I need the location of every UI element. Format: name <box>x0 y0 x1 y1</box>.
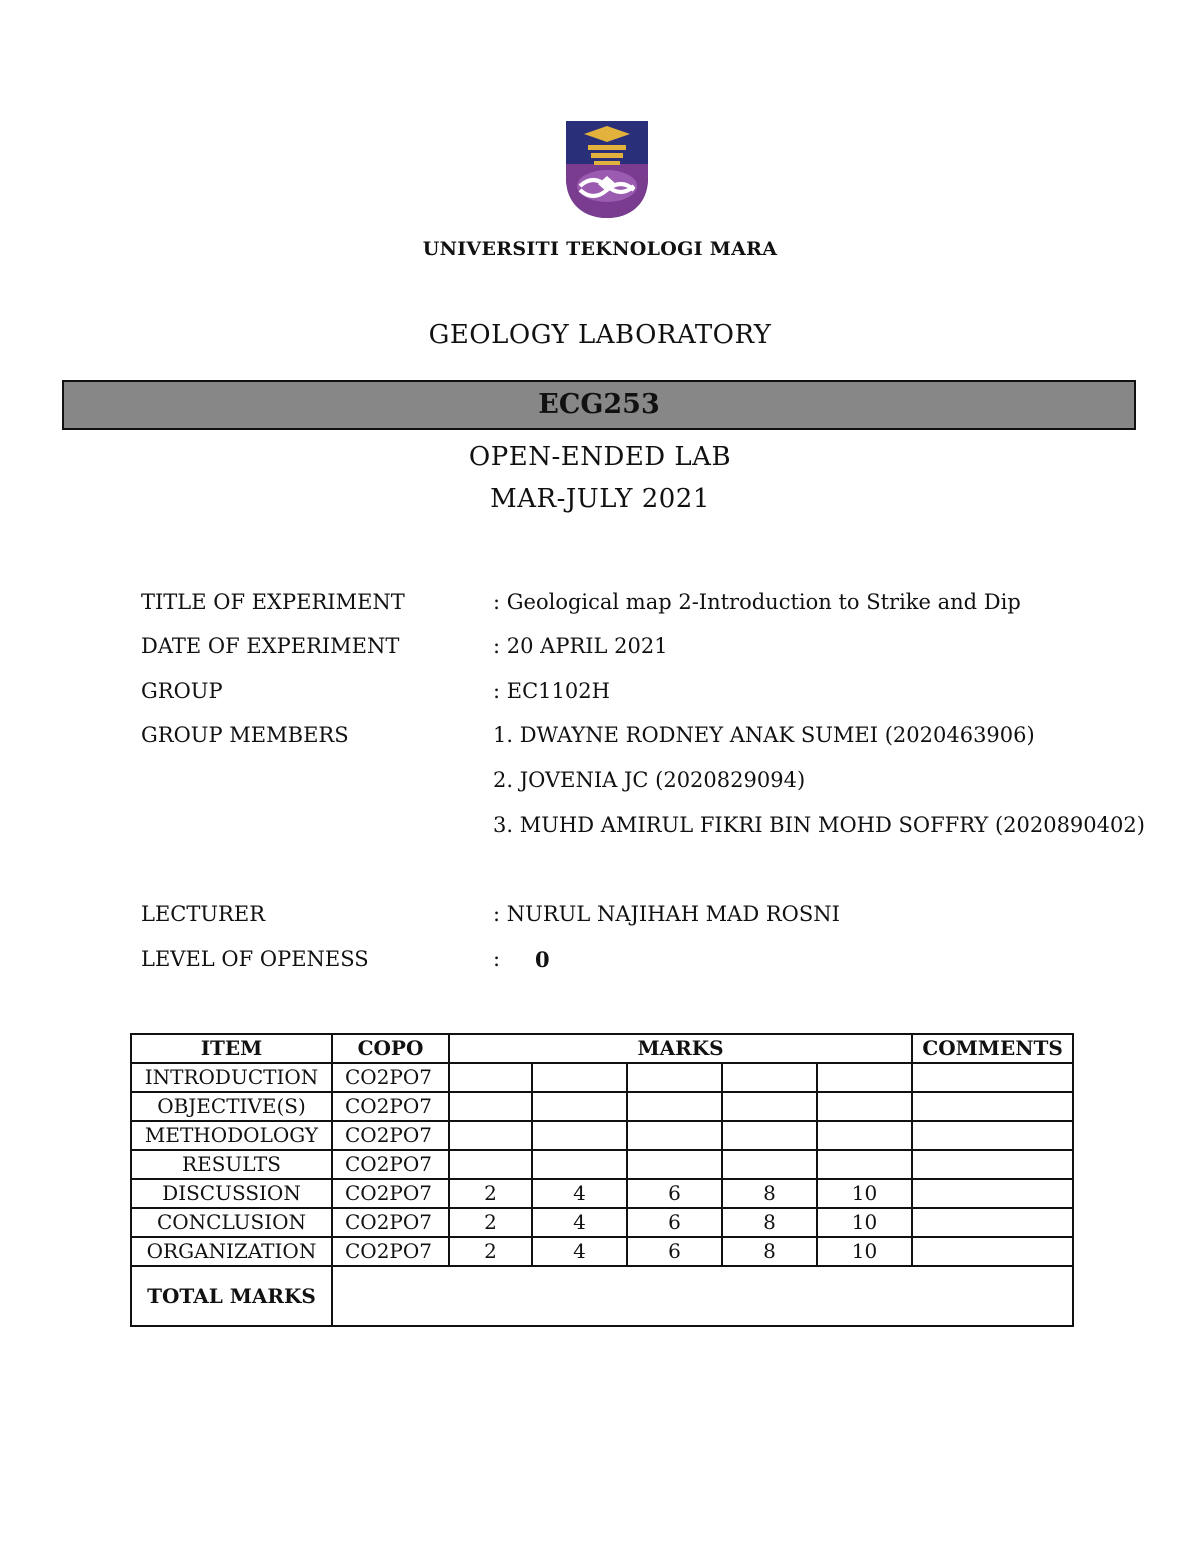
marks-table-body <box>131 1063 1073 1266</box>
table-row <box>131 1121 1073 1150</box>
row-comment-cell <box>912 1179 1073 1208</box>
table-row <box>131 1063 1073 1092</box>
row-comment-cell <box>912 1092 1073 1121</box>
row-mark-cell <box>627 1092 722 1121</box>
table-row <box>131 1208 1073 1237</box>
row-item: INTRODUCTION <box>131 1063 332 1092</box>
row-mark-cell <box>817 1150 912 1179</box>
header-copo: COPO <box>332 1034 449 1063</box>
row-copo: CO2PO7 <box>332 1237 449 1266</box>
row-item: ORGANIZATION <box>131 1237 332 1266</box>
table-header-row <box>131 1034 1073 1063</box>
row-copo: CO2PO7 <box>332 1063 449 1092</box>
row-mark-cell: 2 <box>449 1208 532 1237</box>
lab-title: GEOLOGY LABORATORY <box>428 320 772 350</box>
total-row <box>131 1266 1073 1326</box>
group-label: GROUP <box>141 679 223 703</box>
row-mark-cell <box>627 1121 722 1150</box>
row-mark-cell <box>449 1150 532 1179</box>
row-mark-cell: 2 <box>449 1179 532 1208</box>
row-mark-cell <box>532 1121 627 1150</box>
row-mark-cell: 6 <box>627 1179 722 1208</box>
row-mark-cell: 4 <box>532 1208 627 1237</box>
row-copo: CO2PO7 <box>332 1092 449 1121</box>
university-crest-logo <box>560 118 654 222</box>
row-item: OBJECTIVE(S) <box>131 1092 332 1121</box>
marks-table <box>130 1033 1074 1327</box>
row-mark-cell <box>532 1150 627 1179</box>
header-marks: MARKS <box>449 1034 912 1063</box>
row-mark-cell <box>722 1150 817 1179</box>
row-item: RESULTS <box>131 1150 332 1179</box>
openess-value: 0 <box>535 947 550 972</box>
row-mark-cell <box>722 1063 817 1092</box>
date-value: : 20 APRIL 2021 <box>493 634 668 658</box>
row-mark-cell <box>722 1092 817 1121</box>
row-mark-cell: 6 <box>627 1208 722 1237</box>
semester: MAR-JULY 2021 <box>490 484 710 514</box>
lab-type: OPEN-ENDED LAB <box>468 442 732 472</box>
row-mark-cell <box>722 1121 817 1150</box>
row-copo: CO2PO7 <box>332 1150 449 1179</box>
row-mark-cell <box>532 1092 627 1121</box>
table-row <box>131 1092 1073 1121</box>
row-item: METHODOLOGY <box>131 1121 332 1150</box>
table-row <box>131 1150 1073 1179</box>
table-row <box>131 1179 1073 1208</box>
course-code-banner: ECG253 <box>62 380 1136 430</box>
row-mark-cell <box>627 1063 722 1092</box>
group-member-1: 1. DWAYNE RODNEY ANAK SUMEI (2020463906) <box>493 723 1035 747</box>
title-label: TITLE OF EXPERIMENT <box>141 590 405 614</box>
row-mark-cell <box>449 1121 532 1150</box>
lecturer-label: LECTURER <box>141 902 266 926</box>
group-member-2: 2. JOVENIA JC (2020829094) <box>493 768 806 792</box>
row-item: CONCLUSION <box>131 1208 332 1237</box>
row-mark-cell: 10 <box>817 1179 912 1208</box>
row-comment-cell <box>912 1237 1073 1266</box>
group-value: : EC1102H <box>493 679 610 703</box>
row-mark-cell <box>627 1150 722 1179</box>
row-mark-cell: 4 <box>532 1179 627 1208</box>
total-marks-label: TOTAL MARKS <box>131 1266 332 1326</box>
row-mark-cell: 8 <box>722 1208 817 1237</box>
group-members-label: GROUP MEMBERS <box>141 723 349 747</box>
row-mark-cell <box>449 1092 532 1121</box>
row-mark-cell: 8 <box>722 1237 817 1266</box>
row-mark-cell: 8 <box>722 1179 817 1208</box>
date-label: DATE OF EXPERIMENT <box>141 634 400 658</box>
row-comment-cell <box>912 1208 1073 1237</box>
row-copo: CO2PO7 <box>332 1179 449 1208</box>
row-mark-cell <box>817 1092 912 1121</box>
openess-label: LEVEL OF OPENESS <box>141 947 369 971</box>
row-comment-cell <box>912 1150 1073 1179</box>
row-copo: CO2PO7 <box>332 1121 449 1150</box>
lecturer-value: : NURUL NAJIHAH MAD ROSNI <box>493 902 840 926</box>
row-mark-cell <box>532 1063 627 1092</box>
row-copo: CO2PO7 <box>332 1208 449 1237</box>
row-comment-cell <box>912 1121 1073 1150</box>
row-comment-cell <box>912 1063 1073 1092</box>
total-marks-value <box>332 1266 1073 1326</box>
openess-colon: : <box>493 947 501 971</box>
row-mark-cell: 6 <box>627 1237 722 1266</box>
university-name: UNIVERSITI TEKNOLOGI MARA <box>422 238 778 260</box>
header-comments: COMMENTS <box>912 1034 1073 1063</box>
row-mark-cell <box>817 1121 912 1150</box>
title-value: : Geological map 2-Introduction to Strike and Dip <box>493 590 1021 614</box>
row-mark-cell: 4 <box>532 1237 627 1266</box>
row-mark-cell: 10 <box>817 1208 912 1237</box>
row-mark-cell <box>449 1063 532 1092</box>
table-row <box>131 1237 1073 1266</box>
row-mark-cell <box>817 1063 912 1092</box>
group-member-3: 3. MUHD AMIRUL FIKRI BIN MOHD SOFFRY (2020890402) <box>493 813 1145 837</box>
row-mark-cell: 2 <box>449 1237 532 1266</box>
row-item: DISCUSSION <box>131 1179 332 1208</box>
header-item: ITEM <box>131 1034 332 1063</box>
row-mark-cell: 10 <box>817 1237 912 1266</box>
